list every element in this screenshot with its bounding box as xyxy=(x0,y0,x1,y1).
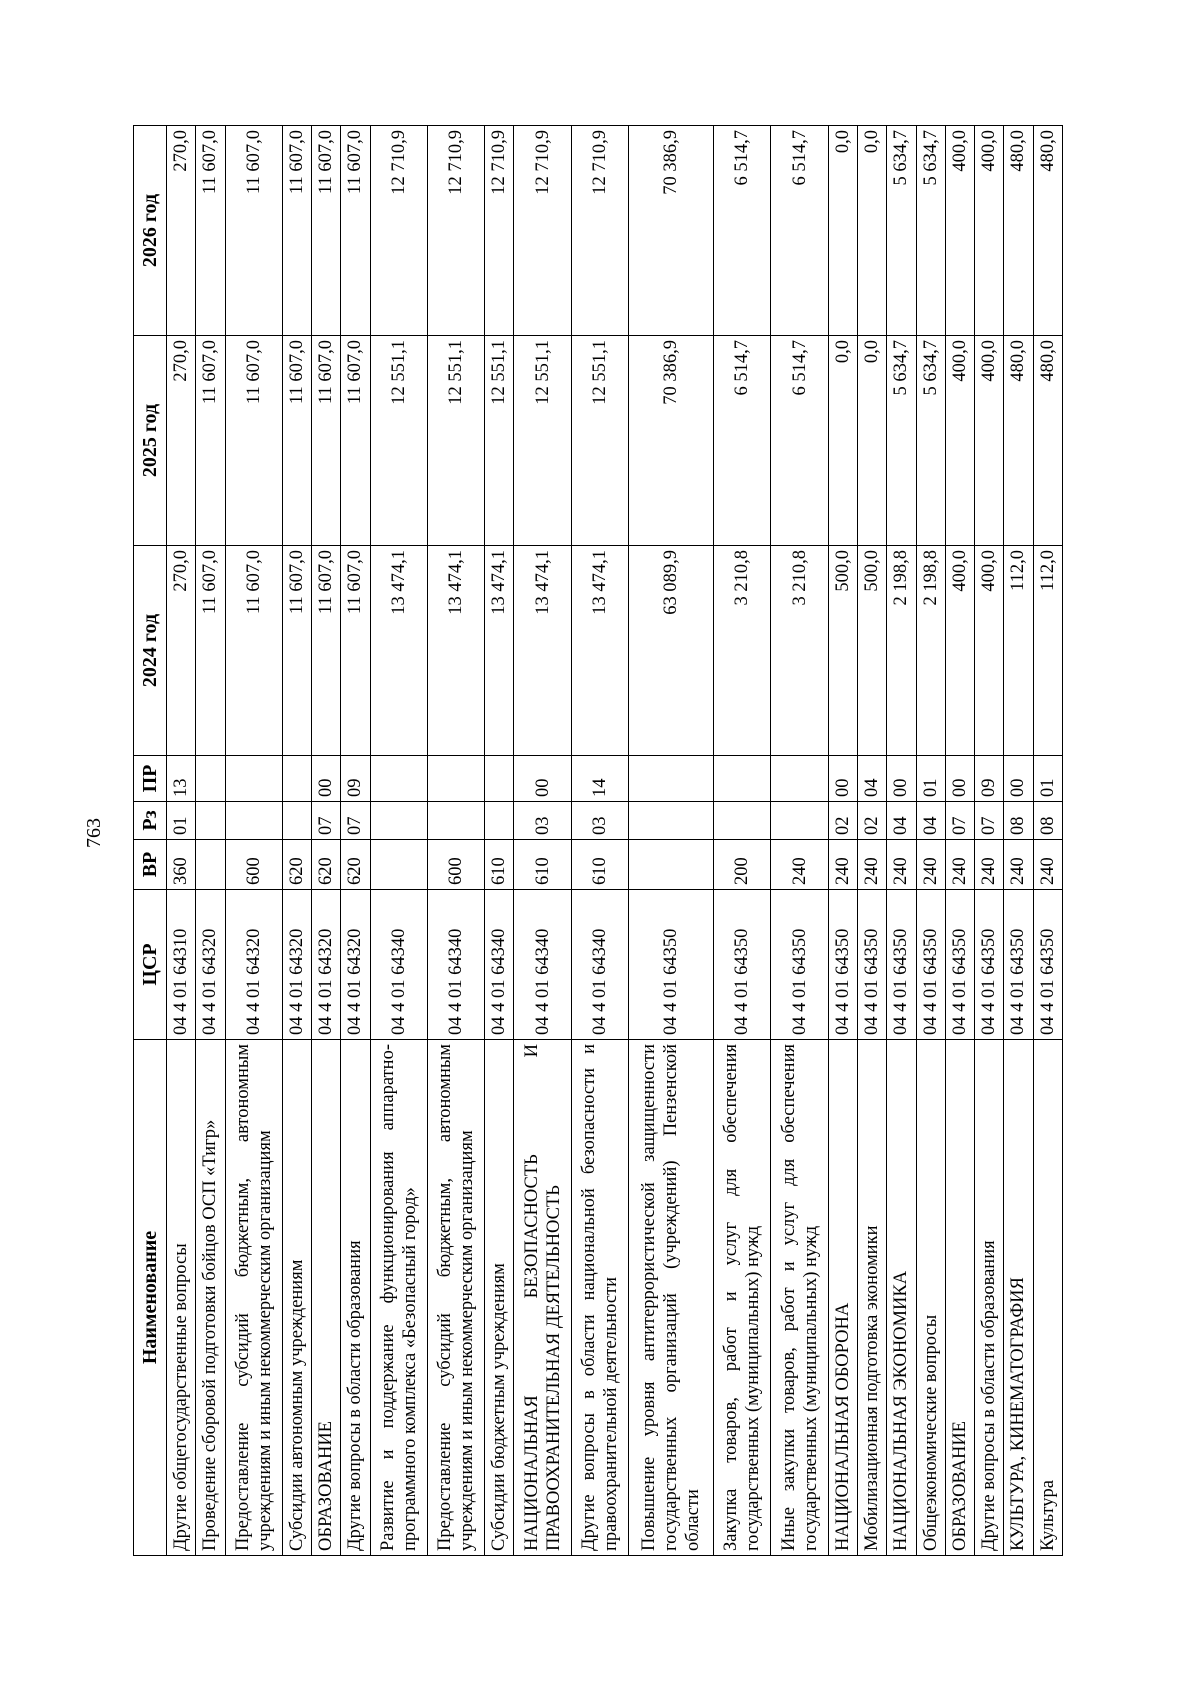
cell-2024: 3 210,8 xyxy=(714,546,771,756)
cell-csr: 04 4 01 64340 xyxy=(427,890,484,1040)
cell-rz: 03 xyxy=(514,802,571,840)
cell-2025: 11 607,0 xyxy=(312,336,341,546)
cell-2026: 12 710,9 xyxy=(427,126,484,336)
cell-csr: 04 4 01 64350 xyxy=(916,890,945,1040)
cell-2024: 400,0 xyxy=(945,546,974,756)
table-row xyxy=(571,126,628,1556)
cell-2026: 12 710,9 xyxy=(514,126,571,336)
cell-csr: 04 4 01 64350 xyxy=(714,890,771,1040)
cell-2026: 70 386,9 xyxy=(628,126,713,336)
cell-2025: 0,0 xyxy=(828,336,857,546)
table-row xyxy=(312,126,341,1556)
cell-csr: 04 4 01 64320 xyxy=(196,890,225,1040)
cell-name: Закупка товаров, работ и услуг для обеспечения государственных (муниципальных) нужд xyxy=(714,1040,771,1556)
cell-csr: 04 4 01 64320 xyxy=(312,890,341,1040)
cell-vr: 610 xyxy=(485,840,514,890)
cell-2024: 11 607,0 xyxy=(225,546,282,756)
cell-rz: 08 xyxy=(1033,802,1062,840)
cell-2025: 400,0 xyxy=(945,336,974,546)
cell-vr: 240 xyxy=(887,840,916,890)
cell-2025: 6 514,7 xyxy=(771,336,828,546)
cell-rz: 01 xyxy=(167,802,196,840)
cell-name: НАЦИОНАЛЬНАЯ ОБОРОНА xyxy=(828,1040,857,1556)
table-body xyxy=(167,126,1063,1556)
cell-name: Другие вопросы в области образования xyxy=(341,1040,370,1556)
cell-2024: 500,0 xyxy=(828,546,857,756)
cell-2025: 400,0 xyxy=(975,336,1004,546)
cell-2026: 12 710,9 xyxy=(571,126,628,336)
cell-name: Повышение уровня антитеррористической защищенности государственных организаций (учреждений) Пензенской области xyxy=(628,1040,713,1556)
cell-2024: 13 474,1 xyxy=(485,546,514,756)
table-row xyxy=(167,126,196,1556)
cell-2026: 0,0 xyxy=(828,126,857,336)
cell-rz xyxy=(714,802,771,840)
cell-csr: 04 4 01 64350 xyxy=(771,890,828,1040)
cell-2025: 5 634,7 xyxy=(916,336,945,546)
cell-rz xyxy=(771,802,828,840)
header-2024: 2024 год xyxy=(134,546,167,756)
cell-csr: 04 4 01 64350 xyxy=(857,890,886,1040)
cell-name: Проведение сборовой подготовки бойцов ОСП «Тигр» xyxy=(196,1040,225,1556)
cell-pr: 13 xyxy=(167,756,196,802)
header-csr: ЦСР xyxy=(134,890,167,1040)
cell-2024: 63 089,9 xyxy=(628,546,713,756)
cell-vr: 620 xyxy=(282,840,311,890)
cell-vr: 620 xyxy=(312,840,341,890)
cell-2026: 11 607,0 xyxy=(282,126,311,336)
cell-2026: 5 634,7 xyxy=(916,126,945,336)
cell-rz xyxy=(485,802,514,840)
cell-2025: 11 607,0 xyxy=(225,336,282,546)
table-row xyxy=(1004,126,1033,1556)
cell-pr xyxy=(225,756,282,802)
cell-vr: 620 xyxy=(341,840,370,890)
cell-name: Предоставление субсидий бюджетным, автономным учреждениям и иным некоммерческим организациям xyxy=(427,1040,484,1556)
table-row xyxy=(427,126,484,1556)
cell-2024: 11 607,0 xyxy=(312,546,341,756)
cell-2024: 13 474,1 xyxy=(571,546,628,756)
table-row xyxy=(282,126,311,1556)
cell-2024: 13 474,1 xyxy=(427,546,484,756)
cell-2025: 12 551,1 xyxy=(427,336,484,546)
table-row xyxy=(887,126,916,1556)
header-name: Наименование xyxy=(134,1040,167,1556)
table-row xyxy=(341,126,370,1556)
cell-name: Иные закупки товаров, работ и услуг для обеспечения государственных (муниципальных) нужд xyxy=(771,1040,828,1556)
cell-rz xyxy=(427,802,484,840)
cell-csr: 04 4 01 64320 xyxy=(225,890,282,1040)
cell-pr: 00 xyxy=(514,756,571,802)
cell-2026: 6 514,7 xyxy=(771,126,828,336)
header-2025: 2025 год xyxy=(134,336,167,546)
cell-2024: 112,0 xyxy=(1033,546,1062,756)
cell-csr: 04 4 01 64340 xyxy=(514,890,571,1040)
cell-name: Развитие и поддержание функционирования аппаратно-программного комплекса «Безопасный город» xyxy=(370,1040,427,1556)
cell-csr: 04 4 01 64350 xyxy=(628,890,713,1040)
cell-pr: 00 xyxy=(887,756,916,802)
cell-2025: 11 607,0 xyxy=(282,336,311,546)
cell-name: Общеэкономические вопросы xyxy=(916,1040,945,1556)
cell-2024: 11 607,0 xyxy=(196,546,225,756)
cell-2025: 11 607,0 xyxy=(196,336,225,546)
table-header-row xyxy=(134,126,167,1556)
cell-vr xyxy=(370,840,427,890)
cell-csr: 04 4 01 64350 xyxy=(1033,890,1062,1040)
cell-name: НАЦИОНАЛЬНАЯ БЕЗОПАСНОСТЬ И ПРАВООХРАНИТЕЛЬНАЯ ДЕЯТЕЛЬНОСТЬ xyxy=(514,1040,571,1556)
cell-csr: 04 4 01 64350 xyxy=(887,890,916,1040)
cell-2026: 480,0 xyxy=(1004,126,1033,336)
cell-pr xyxy=(714,756,771,802)
cell-2025: 11 607,0 xyxy=(341,336,370,546)
cell-2024: 11 607,0 xyxy=(282,546,311,756)
header-2026: 2026 год xyxy=(134,126,167,336)
cell-name: КУЛЬТУРА, КИНЕМАТОГРАФИЯ xyxy=(1004,1040,1033,1556)
cell-pr xyxy=(196,756,225,802)
table-row xyxy=(771,126,828,1556)
cell-name: Культура xyxy=(1033,1040,1062,1556)
cell-2024: 13 474,1 xyxy=(370,546,427,756)
cell-name: ОБРАЗОВАНИЕ xyxy=(945,1040,974,1556)
cell-pr xyxy=(282,756,311,802)
cell-pr xyxy=(771,756,828,802)
cell-csr: 04 4 01 64320 xyxy=(282,890,311,1040)
cell-vr: 200 xyxy=(714,840,771,890)
cell-pr: 09 xyxy=(341,756,370,802)
budget-table xyxy=(133,125,1063,1556)
table-row xyxy=(945,126,974,1556)
cell-rz: 07 xyxy=(312,802,341,840)
cell-name: Субсидии бюджетным учреждениям xyxy=(485,1040,514,1556)
table-row xyxy=(916,126,945,1556)
cell-pr xyxy=(485,756,514,802)
table-row xyxy=(370,126,427,1556)
cell-2026: 12 710,9 xyxy=(370,126,427,336)
cell-rz xyxy=(225,802,282,840)
cell-pr xyxy=(628,756,713,802)
cell-pr: 04 xyxy=(857,756,886,802)
cell-2025: 480,0 xyxy=(1033,336,1062,546)
cell-2024: 3 210,8 xyxy=(771,546,828,756)
cell-csr: 04 4 01 64340 xyxy=(485,890,514,1040)
cell-name: Предоставление субсидий бюджетным, автономным учреждениям и иным некоммерческим организациям xyxy=(225,1040,282,1556)
cell-csr: 04 4 01 64310 xyxy=(167,890,196,1040)
cell-2024: 2 198,8 xyxy=(916,546,945,756)
cell-name: Другие общегосударственные вопросы xyxy=(167,1040,196,1556)
cell-2026: 5 634,7 xyxy=(887,126,916,336)
cell-vr: 240 xyxy=(771,840,828,890)
cell-2025: 0,0 xyxy=(857,336,886,546)
header-pr: ПР xyxy=(134,756,167,802)
cell-2024: 400,0 xyxy=(975,546,1004,756)
cell-name: Другие вопросы в области национальной безопасности и правоохранительной деятельности xyxy=(571,1040,628,1556)
table-row xyxy=(828,126,857,1556)
cell-2025: 480,0 xyxy=(1004,336,1033,546)
cell-vr: 240 xyxy=(1004,840,1033,890)
cell-csr: 04 4 01 64350 xyxy=(828,890,857,1040)
cell-name: Мобилизационная подготовка экономики xyxy=(857,1040,886,1556)
cell-2025: 6 514,7 xyxy=(714,336,771,546)
header-rz: Рз xyxy=(134,802,167,840)
cell-pr: 09 xyxy=(975,756,1004,802)
cell-csr: 04 4 01 64350 xyxy=(1004,890,1033,1040)
cell-2026: 11 607,0 xyxy=(225,126,282,336)
cell-2025: 270,0 xyxy=(167,336,196,546)
cell-pr: 00 xyxy=(1004,756,1033,802)
cell-name: Субсидии автономным учреждениям xyxy=(282,1040,311,1556)
cell-rz: 08 xyxy=(1004,802,1033,840)
cell-vr xyxy=(196,840,225,890)
cell-2026: 400,0 xyxy=(945,126,974,336)
cell-vr: 240 xyxy=(1033,840,1062,890)
cell-vr: 240 xyxy=(975,840,1004,890)
cell-2025: 12 551,1 xyxy=(571,336,628,546)
cell-2024: 270,0 xyxy=(167,546,196,756)
page-number: 763 xyxy=(83,818,105,848)
cell-vr: 240 xyxy=(857,840,886,890)
cell-rz: 07 xyxy=(945,802,974,840)
cell-vr: 360 xyxy=(167,840,196,890)
cell-2025: 5 634,7 xyxy=(887,336,916,546)
rotated-page-content xyxy=(133,126,1063,1556)
cell-rz: 03 xyxy=(571,802,628,840)
cell-vr: 610 xyxy=(571,840,628,890)
cell-pr: 01 xyxy=(1033,756,1062,802)
table-row xyxy=(225,126,282,1556)
cell-2024: 500,0 xyxy=(857,546,886,756)
table-row xyxy=(628,126,713,1556)
cell-vr: 240 xyxy=(916,840,945,890)
cell-2024: 2 198,8 xyxy=(887,546,916,756)
cell-2026: 480,0 xyxy=(1033,126,1062,336)
cell-rz xyxy=(196,802,225,840)
cell-name: НАЦИОНАЛЬНАЯ ЭКОНОМИКА xyxy=(887,1040,916,1556)
cell-vr: 240 xyxy=(945,840,974,890)
cell-pr: 00 xyxy=(828,756,857,802)
cell-vr: 600 xyxy=(225,840,282,890)
cell-2026: 400,0 xyxy=(975,126,1004,336)
cell-vr: 610 xyxy=(514,840,571,890)
cell-rz: 04 xyxy=(916,802,945,840)
cell-2026: 11 607,0 xyxy=(196,126,225,336)
table-row xyxy=(1033,126,1062,1556)
cell-rz xyxy=(628,802,713,840)
cell-2024: 112,0 xyxy=(1004,546,1033,756)
table-row xyxy=(514,126,571,1556)
cell-rz: 07 xyxy=(975,802,1004,840)
cell-pr xyxy=(370,756,427,802)
cell-rz: 04 xyxy=(887,802,916,840)
cell-rz: 07 xyxy=(341,802,370,840)
cell-rz: 02 xyxy=(857,802,886,840)
cell-2025: 70 386,9 xyxy=(628,336,713,546)
cell-name: ОБРАЗОВАНИЕ xyxy=(312,1040,341,1556)
cell-csr: 04 4 01 64340 xyxy=(370,890,427,1040)
cell-vr: 600 xyxy=(427,840,484,890)
cell-2026: 6 514,7 xyxy=(714,126,771,336)
table-row xyxy=(485,126,514,1556)
cell-2026: 11 607,0 xyxy=(341,126,370,336)
cell-pr: 14 xyxy=(571,756,628,802)
table-row xyxy=(975,126,1004,1556)
table-row xyxy=(196,126,225,1556)
cell-csr: 04 4 01 64350 xyxy=(975,890,1004,1040)
cell-2026: 270,0 xyxy=(167,126,196,336)
header-vr: ВР xyxy=(134,840,167,890)
cell-csr: 04 4 01 64350 xyxy=(945,890,974,1040)
table-row xyxy=(857,126,886,1556)
cell-2026: 12 710,9 xyxy=(485,126,514,336)
cell-2025: 12 551,1 xyxy=(370,336,427,546)
cell-csr: 04 4 01 64320 xyxy=(341,890,370,1040)
cell-2024: 11 607,0 xyxy=(341,546,370,756)
cell-vr xyxy=(628,840,713,890)
cell-rz xyxy=(370,802,427,840)
cell-pr xyxy=(427,756,484,802)
cell-2026: 11 607,0 xyxy=(312,126,341,336)
cell-name: Другие вопросы в области образования xyxy=(975,1040,1004,1556)
cell-rz: 02 xyxy=(828,802,857,840)
cell-rz xyxy=(282,802,311,840)
cell-pr: 00 xyxy=(945,756,974,802)
cell-vr: 240 xyxy=(828,840,857,890)
table-row xyxy=(714,126,771,1556)
cell-csr: 04 4 01 64340 xyxy=(571,890,628,1040)
cell-2025: 12 551,1 xyxy=(485,336,514,546)
cell-2025: 12 551,1 xyxy=(514,336,571,546)
cell-pr: 01 xyxy=(916,756,945,802)
cell-pr: 00 xyxy=(312,756,341,802)
cell-2024: 13 474,1 xyxy=(514,546,571,756)
cell-2026: 0,0 xyxy=(857,126,886,336)
